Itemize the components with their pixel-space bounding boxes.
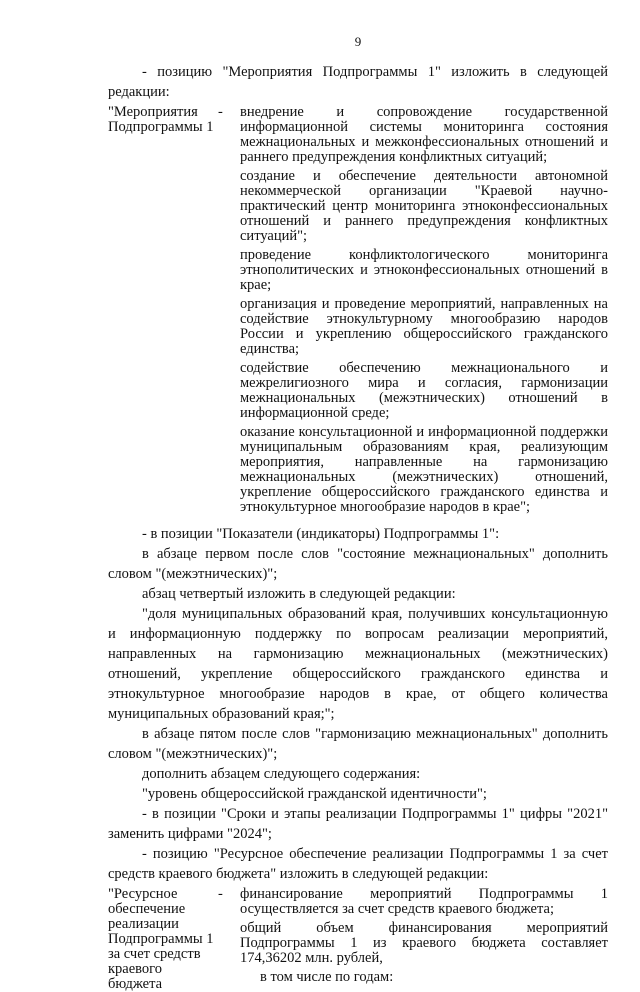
list-item: внедрение и сопровождение государственной информационной системы мониторинга состояния межнациональных и межконфессиональных отношений и раннего предупреждения конфликтных ситуаций; (240, 104, 608, 165)
page-number: 9 (354, 34, 362, 49)
intro-paragraph: - позицию "Мероприятия Подпрограммы 1" изложить в следующей редакции: (108, 64, 608, 100)
table-description (240, 887, 608, 992)
body-paragraph: - позицию "Ресурсное обеспечение реализации Подпрограммы 1 за счет средств краевого бюджета" изложить в следующей редакции: (108, 846, 608, 882)
list-item: общий объем финансирования мероприятий Подпрограммы 1 из краевого бюджета составляет 174,36202 млн. рублей, (240, 920, 608, 966)
list-item: организация и проведение мероприятий, направленных на содействие этнокультурному многообразию народов России и укреплению общероссийского гражданского единства; (240, 296, 608, 357)
table-term: "Ресурсное обеспечение реализации Подпрограммы 1 за счет средств краевого бюджета (108, 886, 214, 992)
list-item: финансирование мероприятий Подпрограммы 1 осуществляется за счет средств краевого бюджета; (240, 886, 608, 917)
definition-table-resources (108, 887, 608, 992)
body-paragraph: - в позиции "Показатели (индикаторы) Подпрограммы 1": (142, 526, 500, 542)
list-item: проведение конфликтологического мониторинга этнополитических и этноконфессиональных отношений в крае; (240, 247, 608, 293)
table-dash: - (218, 886, 223, 902)
table-term: "Мероприятия Подпрограммы 1 (108, 104, 214, 135)
table-description (240, 105, 608, 519)
list-item: оказание консультационной и информационной поддержки муниципальным образованиям края, реализующим мероприятия, направленные на гармонизацию межнациональных (межэтнических) отношений, укрепление общероссийского гражданского единства и этнокультурное многообразие народов в крае"; (240, 424, 608, 515)
list-item: в том числе по годам: (260, 969, 394, 985)
list-item: содействие обеспечению межнационального и межрелигиозного мира и согласия, гармонизации межнациональных (межэтнических) отношений в информационной среде; (240, 360, 608, 421)
body-paragraph: дополнить абзацем следующего содержания: (142, 766, 421, 782)
definition-table-measures (108, 105, 608, 519)
body-paragraph: "уровень общероссийской гражданской идентичности"; (142, 786, 487, 802)
body-paragraph: в абзаце первом после слов "состояние межнациональных" дополнить словом "(межэтнических)"; (108, 546, 608, 582)
body-paragraph: "доля муниципальных образований края, получивших консультационную и информационную поддержку по вопросам реализации мероприятий, направленных на гармонизацию межнациональных (межэтнических) отношений, укрепление общероссийского гражданского единства и этнокультурное многообразие народов в крае, от общего количества муниципальных образований края;"; (108, 606, 608, 722)
body-paragraph: в абзаце пятом после слов "гармонизацию межнациональных" дополнить словом "(межэтнических)"; (108, 726, 608, 762)
body-paragraph: - в позиции "Сроки и этапы реализации Подпрограммы 1" цифры "2021" заменить цифрами "2024"; (108, 806, 608, 842)
body-paragraph: абзац четвертый изложить в следующей редакции: (142, 586, 456, 602)
list-item: создание и обеспечение деятельности автономной некоммерческой организации "Краевой научно-практический центр мониторинга этноконфессиональных отношений и раннего предупреждения конфликтных ситуаций"; (240, 168, 608, 244)
table-dash: - (218, 104, 223, 120)
